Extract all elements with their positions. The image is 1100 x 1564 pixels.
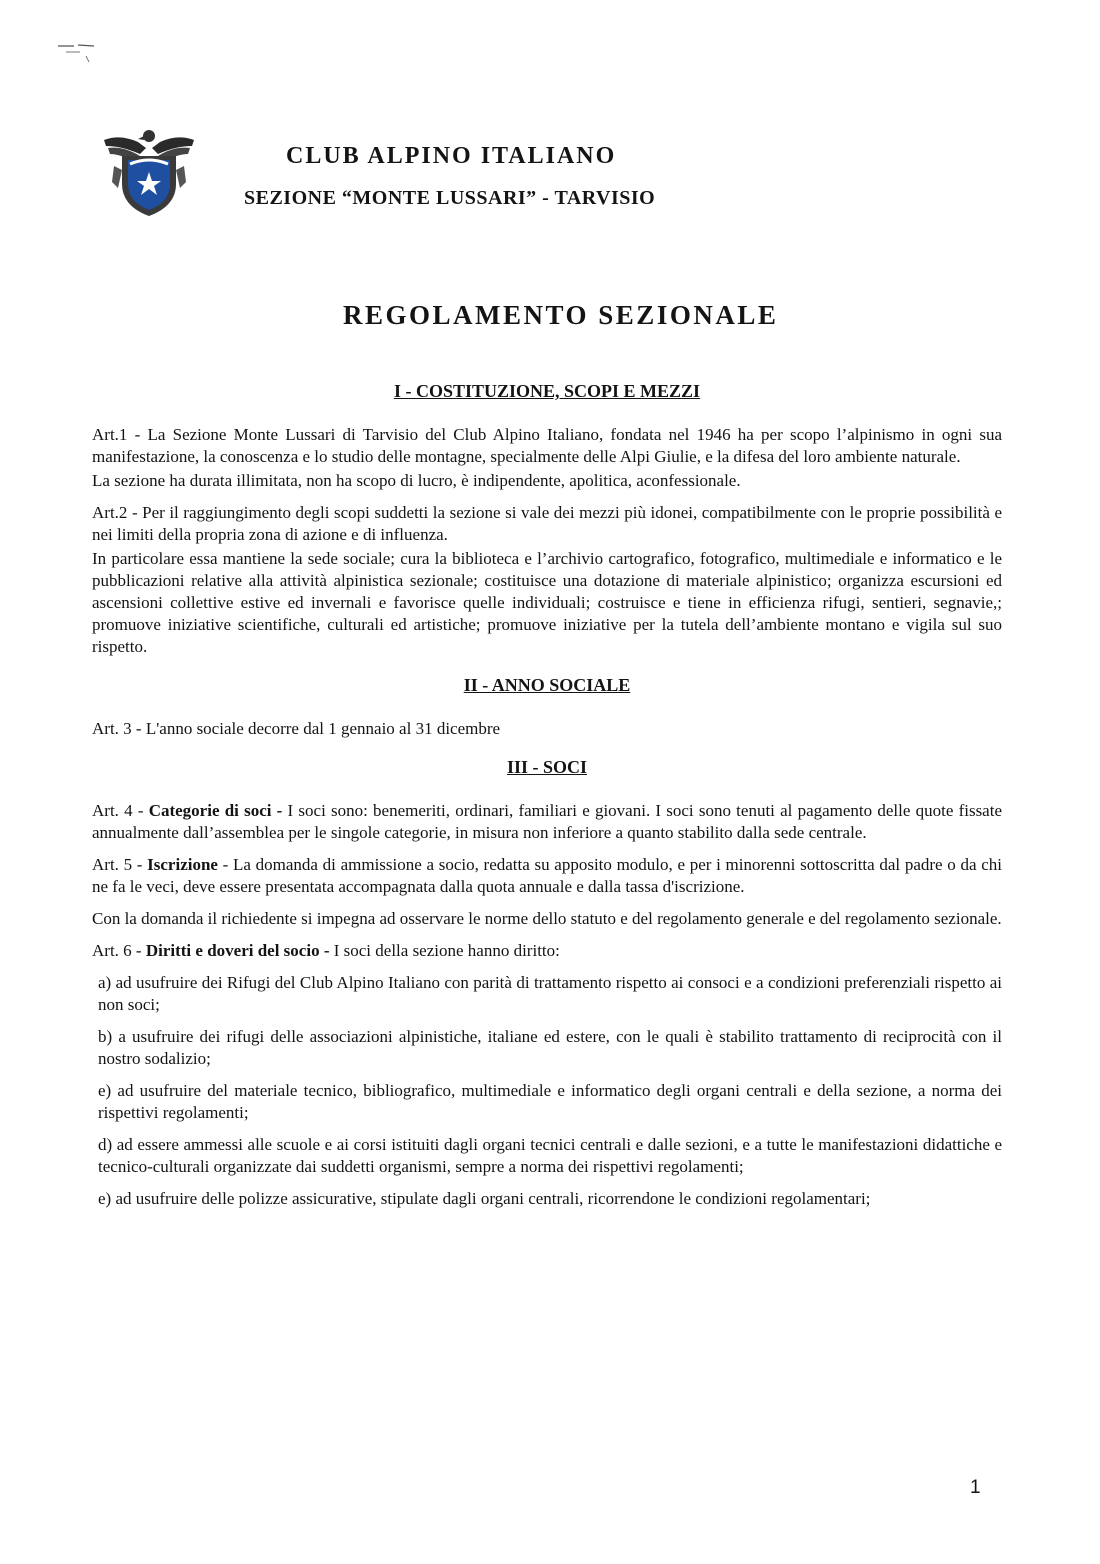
article-6 [92,940,1002,962]
section-subtitle: SEZIONE “MONTE LUSSARI” - TARVISIO [244,187,656,209]
article-1-continuation: La sezione ha durata illimitata, non ha scopo di lucro, è indipendente, apolitica, aconfessionale. [92,471,741,490]
section-heading-2: II - ANNO SOCIALE [463,675,631,695]
article-5-label: Iscrizione [147,855,218,874]
scan-artifact-mark [56,40,96,70]
cai-logo-icon [100,126,198,218]
article-4 [92,800,1002,844]
article-6-text: I soci della sezione hanno diritto: [329,941,560,960]
right-item-c: e) ad usufruire del materiale tecnico, bibliografico, multimediale e informatico degli organi centrali e della sezione, a norma dei rispettivi regolamenti; [98,1081,1002,1122]
article-4-text: I soci sono: benemeriti, ordinari, familiari e giovani. I soci sono tenuti al pagamento delle quote fissate annualmente dall’assemblea per le singole categorie, in misura non inferiore a quanto stabilito dalla sede centrale. [92,801,1002,842]
article-2: Art.2 - Per il raggiungimento degli scopi suddetti la sezione si vale dei mezzi più idonei, compatibilmente con le proprie possibilità e nei limiti della propria zona di azione e di influenza. [92,503,1002,544]
right-item-d: d) ad essere ammessi alle scuole e ai corsi istituiti dagli organi tecnici centrali e dalle sezioni, e a tutte le manifestazioni didattiche e tecnico-culturali organizzate dai suddetti organismi, sempre a norma dei rispettivi regolamenti; [98,1135,1002,1176]
article-5 [92,854,1002,898]
article-6-label: Diritti e doveri del socio - [145,941,330,960]
article-5-continuation: Con la domanda il richiedente si impegna ad osservare le norme dello statuto e del regolamento generale e del regolamento sezionale. [92,909,1002,928]
article-2-continuation: In particolare essa mantiene la sede sociale; cura la biblioteca e l’archivio cartografico, fotografico, multimediale e informatico e le pubblicazioni relative alla attività alpinistica sezionale; costituisce una dotazione di materiale alpinistico; organizza escursioni ed ascensioni collettive estive ed invernali e favorisce quelle individuali; costruisce e tiene in efficienza rifugi, sentieri, segnavie,; promuove iniziative scientifiche, culturali ed artistiche; promuove iniziative per la tutela dell’ambiente montano e vigila sul suo rispetto. [92,549,1002,656]
article-6-prefix: Art. 6 - [92,941,146,960]
section-heading-1: I - COSTITUZIONE, SCOPI E MEZZI [393,381,701,401]
page-number: 1 [970,1477,981,1498]
article-4-prefix: Art. 4 - [92,801,149,820]
organization-title: CLUB ALPINO ITALIANO [286,143,617,169]
article-4-label: Categorie di soci - [148,801,283,820]
article-3: Art. 3 - L'anno sociale decorre dal 1 gennaio al 31 dicembre [92,719,501,738]
article-5-text: - La domanda di ammissione a socio, redatta su apposito modulo, e per i minorenni sottoscritta dal padre o da chi ne fa le veci, deve essere presentata accompagnata dalla quota annuale e dalla tassa d'iscrizione. [92,855,1002,896]
document-body [92,380,1002,1220]
right-item-b: b) a usufruire dei rifugi delle associazioni alpinistiche, italiane ed estere, con le quali è stabilito trattamento di reciprocità con il nostro sodalizio; [98,1027,1002,1068]
article-1: Art.1 - La Sezione Monte Lussari di Tarvisio del Club Alpino Italiano, fondata nel 1946 ha per scopo l’alpinismo in ogni sua manifestazione, la conoscenza e lo studio delle montagne, specialmente delle Alpi Giulie, e la difesa del loro ambiente naturale. [92,425,1002,466]
right-item-a: a) ad usufruire dei Rifugi del Club Alpino Italiano con parità di trattamento rispetto ai consoci e a condizioni preferenziali rispetto ai non soci; [98,973,1002,1014]
right-item-e: e) ad usufruire delle polizze assicurative, stipulate dagli organi centrali, ricorrendone le condizioni regolamentari; [98,1189,871,1208]
article-5-prefix: Art. 5 - [92,855,148,874]
document-title: REGOLAMENTO SEZIONALE [343,300,779,330]
section-heading-3: III - SOCI [506,757,588,777]
